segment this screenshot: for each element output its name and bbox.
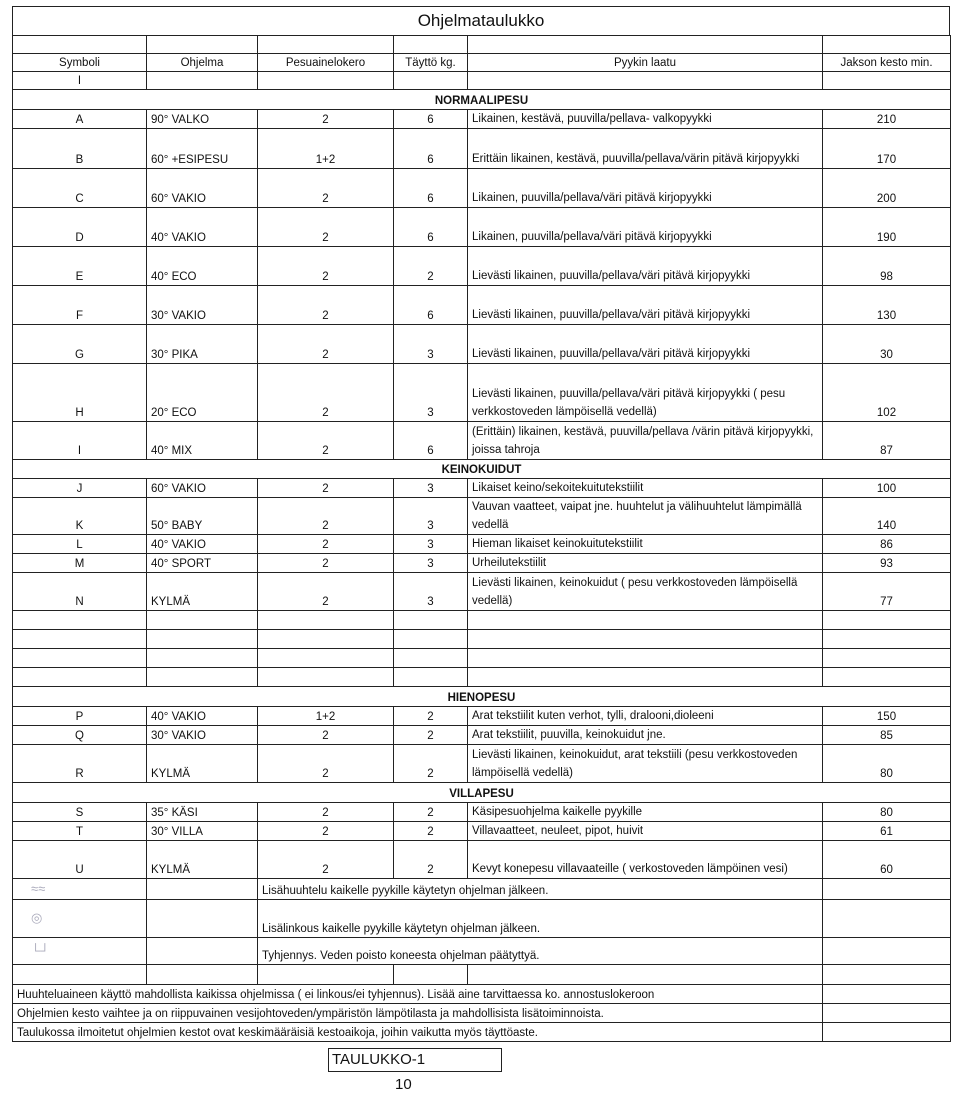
empty-cell	[394, 649, 468, 668]
load-kg: 2	[394, 707, 468, 726]
duration-min: 87	[823, 422, 951, 460]
program-symbol: A	[13, 110, 147, 129]
program-row	[13, 803, 951, 822]
laundry-quality: Hieman likaiset keinokuitutekstiilit	[468, 535, 823, 554]
laundry-quality: Kevyt konepesu villavaateille ( verkostoveden lämpöinen vesi)	[468, 841, 823, 879]
program-symbol: J	[13, 479, 147, 498]
empty-cell	[258, 611, 394, 630]
program-row	[13, 422, 951, 460]
empty-cell	[258, 72, 394, 90]
load-kg: 2	[394, 247, 468, 286]
program-symbol: K	[13, 498, 147, 535]
detergent-drawer: 1+2	[258, 707, 394, 726]
laundry-quality: Arat tekstiilit kuten verhot, tylli, dralooni,dioleeni	[468, 707, 823, 726]
program-symbol: U	[13, 841, 147, 879]
duration-min: 86	[823, 535, 951, 554]
laundry-quality: Likaiset keino/sekoitekuitutekstiilit	[468, 479, 823, 498]
program-row	[13, 554, 951, 573]
blank-row	[13, 649, 951, 668]
laundry-quality: (Erittäin) likainen, kestävä, puuvilla/pellava /värin pitävä kirjopyykki, joissa tahroja	[468, 422, 823, 460]
empty-cell	[394, 668, 468, 687]
program-row	[13, 822, 951, 841]
load-kg: 6	[394, 422, 468, 460]
program-symbol: T	[13, 822, 147, 841]
empty-cell	[468, 36, 823, 54]
program-name: 60° VAKIO	[147, 479, 258, 498]
program-name: 40° MIX	[147, 422, 258, 460]
program-row	[13, 479, 951, 498]
footnote: Ohjelmien kesto vaihtee ja on riippuvainen vesijohtoveden/ympäristön lämpötilasta ja mahdollisista lisätoiminnoista.	[13, 1004, 823, 1023]
symbol-row	[13, 72, 951, 90]
program-symbol: S	[13, 803, 147, 822]
program-name: 40° ECO	[147, 247, 258, 286]
empty-cell	[823, 900, 951, 938]
program-row	[13, 247, 951, 286]
empty-cell	[13, 36, 147, 54]
program-symbol: F	[13, 286, 147, 325]
detergent-drawer: 2	[258, 745, 394, 783]
empty-cell	[468, 668, 823, 687]
table-tag: TAULUKKO-1	[328, 1048, 502, 1072]
duration-min: 77	[823, 573, 951, 611]
program-row	[13, 573, 951, 611]
duration-min: 93	[823, 554, 951, 573]
program-symbol: N	[13, 573, 147, 611]
empty-cell	[823, 938, 951, 965]
load-kg: 6	[394, 286, 468, 325]
empty-cell	[823, 611, 951, 630]
symbol-cell: I	[13, 72, 147, 90]
empty-cell	[823, 985, 951, 1004]
empty-cell	[823, 36, 951, 54]
duration-min: 85	[823, 726, 951, 745]
laundry-quality: Likainen, kestävä, puuvilla/pellava- valkopyykki	[468, 110, 823, 129]
detergent-drawer: 2	[258, 169, 394, 208]
load-kg: 6	[394, 129, 468, 169]
program-symbol: M	[13, 554, 147, 573]
duration-min: 102	[823, 364, 951, 422]
detergent-drawer: 2	[258, 286, 394, 325]
program-row	[13, 286, 951, 325]
detergent-drawer: 2	[258, 803, 394, 822]
program-row	[13, 110, 951, 129]
program-symbol: P	[13, 707, 147, 726]
note-row	[13, 985, 951, 1004]
detergent-drawer: 2	[258, 479, 394, 498]
load-kg: 2	[394, 822, 468, 841]
section-row	[13, 783, 951, 803]
section-row	[13, 460, 951, 479]
detergent-drawer: 2	[258, 422, 394, 460]
detergent-drawer: 2	[258, 208, 394, 247]
column-header: Pesuainelokero	[258, 54, 394, 72]
laundry-quality: Erittäin likainen, kestävä, puuvilla/pellava/värin pitävä kirjopyykki	[468, 129, 823, 169]
program-name: 30° VAKIO	[147, 286, 258, 325]
load-kg: 6	[394, 208, 468, 247]
empty-cell	[13, 668, 147, 687]
rinse-icon: ≈≈	[31, 880, 46, 896]
empty-cell	[468, 72, 823, 90]
empty-cell	[147, 649, 258, 668]
program-name: 90° VALKO	[147, 110, 258, 129]
laundry-quality: Lievästi likainen, puuvilla/pellava/väri pitävä kirjopyykki	[468, 325, 823, 364]
empty-cell	[13, 611, 147, 630]
detergent-drawer: 2	[258, 554, 394, 573]
program-row	[13, 841, 951, 879]
program-symbol: B	[13, 129, 147, 169]
empty-cell	[468, 649, 823, 668]
program-name: 40° VAKIO	[147, 208, 258, 247]
laundry-quality: Vauvan vaatteet, vaipat jne. huuhtelut ja välihuuhtelut lämpimällä vedellä	[468, 498, 823, 535]
section-title: NORMAALIPESU	[13, 90, 951, 110]
empty-cell	[13, 649, 147, 668]
extra-function-text: Lisälinkous kaikelle pyykille käytetyn ohjelman jälkeen.	[258, 900, 823, 938]
laundry-quality: Likainen, puuvilla/pellava/väri pitävä kirjopyykki	[468, 208, 823, 247]
empty-cell	[394, 611, 468, 630]
header-row	[13, 54, 951, 72]
empty-cell	[394, 630, 468, 649]
program-row	[13, 208, 951, 247]
laundry-quality: Lievästi likainen, puuvilla/pellava/väri pitävä kirjopyykki ( pesu verkkostoveden lämpöisellä vedellä)	[468, 364, 823, 422]
empty-cell	[823, 649, 951, 668]
empty-cell	[147, 72, 258, 90]
duration-min: 210	[823, 110, 951, 129]
section-row	[13, 90, 951, 110]
program-name: 40° SPORT	[147, 554, 258, 573]
footnote: Huuhteluaineen käyttö mahdollista kaikissa ohjelmissa ( ei linkous/ei tyhjennus). Lisää aine tarvittaessa ko. annostuslokeroon	[13, 985, 823, 1004]
program-symbol: R	[13, 745, 147, 783]
load-kg: 3	[394, 364, 468, 422]
program-row	[13, 364, 951, 422]
empty-cell	[147, 611, 258, 630]
detergent-drawer: 2	[258, 364, 394, 422]
detergent-drawer: 2	[258, 110, 394, 129]
duration-min: 200	[823, 169, 951, 208]
empty-cell	[147, 900, 258, 938]
column-header: Täyttö kg.	[394, 54, 468, 72]
load-kg: 6	[394, 169, 468, 208]
duration-min: 170	[823, 129, 951, 169]
blank-row	[13, 630, 951, 649]
section-title: VILLAPESU	[13, 783, 951, 803]
duration-min: 100	[823, 479, 951, 498]
empty-cell	[13, 965, 147, 985]
note-row	[13, 1023, 951, 1042]
laundry-quality: Lievästi likainen, puuvilla/pellava/väri pitävä kirjopyykki	[468, 286, 823, 325]
program-symbol: H	[13, 364, 147, 422]
program-row	[13, 707, 951, 726]
laundry-quality: Villavaatteet, neuleet, pipot, huivit	[468, 822, 823, 841]
column-header: Pyykin laatu	[468, 54, 823, 72]
duration-min: 61	[823, 822, 951, 841]
duration-min: 80	[823, 745, 951, 783]
program-name: 60° VAKIO	[147, 169, 258, 208]
extra-function-row	[13, 900, 951, 938]
program-symbol: C	[13, 169, 147, 208]
drain-icon: └┘	[31, 942, 50, 958]
program-name: 40° VAKIO	[147, 707, 258, 726]
program-name: KYLMÄ	[147, 745, 258, 783]
program-symbol: L	[13, 535, 147, 554]
program-table	[12, 35, 951, 1042]
blank-row	[13, 965, 951, 985]
program-row	[13, 726, 951, 745]
column-header: Jakson kesto min.	[823, 54, 951, 72]
empty-cell	[823, 965, 951, 985]
empty-cell	[258, 965, 394, 985]
empty-cell	[147, 36, 258, 54]
footnote: Taulukossa ilmoitetut ohjelmien kestot ovat keskimääräisiä kestoaikoja, joihin vaikutta myös täyttöaste.	[13, 1023, 823, 1042]
empty-cell	[394, 965, 468, 985]
program-name: 35° KÄSI	[147, 803, 258, 822]
empty-cell	[823, 630, 951, 649]
empty-cell	[258, 649, 394, 668]
detergent-drawer: 2	[258, 822, 394, 841]
empty-cell	[147, 965, 258, 985]
duration-min: 60	[823, 841, 951, 879]
detergent-drawer: 2	[258, 573, 394, 611]
empty-cell	[468, 965, 823, 985]
empty-cell	[13, 630, 147, 649]
program-symbol: E	[13, 247, 147, 286]
load-kg: 2	[394, 726, 468, 745]
program-name: 40° VAKIO	[147, 535, 258, 554]
extra-function-row	[13, 879, 951, 900]
column-header: Ohjelma	[147, 54, 258, 72]
empty-cell	[468, 611, 823, 630]
page-number: 10	[395, 1076, 412, 1093]
note-row	[13, 1004, 951, 1023]
program-name: 50° BABY	[147, 498, 258, 535]
program-row	[13, 745, 951, 783]
empty-cell	[823, 668, 951, 687]
spin-icon: ◎	[31, 910, 43, 925]
program-row	[13, 169, 951, 208]
duration-min: 98	[823, 247, 951, 286]
blank-row	[13, 611, 951, 630]
empty-cell	[468, 630, 823, 649]
program-symbol: Q	[13, 726, 147, 745]
load-kg: 3	[394, 325, 468, 364]
detergent-drawer: 2	[258, 498, 394, 535]
program-name: 30° PIKA	[147, 325, 258, 364]
program-symbol: G	[13, 325, 147, 364]
extra-function-row	[13, 938, 951, 965]
program-name: 30° VAKIO	[147, 726, 258, 745]
section-row	[13, 687, 951, 707]
icon-cell	[13, 938, 147, 965]
load-kg: 3	[394, 554, 468, 573]
laundry-quality: Lievästi likainen, keinokuidut, arat tekstiili (pesu verkkostoveden lämpöisellä vedellä)	[468, 745, 823, 783]
laundry-quality: Käsipesuohjelma kaikelle pyykille	[468, 803, 823, 822]
icon-cell	[13, 900, 147, 938]
program-table-wrapper	[12, 6, 950, 1042]
empty-cell	[258, 630, 394, 649]
empty-cell	[823, 1023, 951, 1042]
duration-min: 190	[823, 208, 951, 247]
empty-cell	[258, 668, 394, 687]
laundry-quality: Arat tekstiilit, puuvilla, keinokuidut jne.	[468, 726, 823, 745]
table-title: Ohjelmataulukko	[12, 6, 950, 35]
load-kg: 6	[394, 110, 468, 129]
empty-cell	[394, 72, 468, 90]
icon-cell	[13, 879, 147, 900]
extra-function-text: Tyhjennys. Veden poisto koneesta ohjelman päätyttyä.	[258, 938, 823, 965]
empty-cell	[147, 668, 258, 687]
load-kg: 3	[394, 498, 468, 535]
empty-cell	[823, 879, 951, 900]
section-title: KEINOKUIDUT	[13, 460, 951, 479]
load-kg: 2	[394, 803, 468, 822]
program-name: 30° VILLA	[147, 822, 258, 841]
detergent-drawer: 1+2	[258, 129, 394, 169]
duration-min: 80	[823, 803, 951, 822]
load-kg: 3	[394, 479, 468, 498]
extra-function-text: Lisähuuhtelu kaikelle pyykille käytetyn ohjelman jälkeen.	[258, 879, 823, 900]
program-name: 20° ECO	[147, 364, 258, 422]
load-kg: 3	[394, 535, 468, 554]
laundry-quality: Urheilutekstiilit	[468, 554, 823, 573]
program-name: 60° +ESIPESU	[147, 129, 258, 169]
empty-cell	[823, 72, 951, 90]
duration-min: 130	[823, 286, 951, 325]
load-kg: 2	[394, 745, 468, 783]
empty-cell	[147, 879, 258, 900]
program-symbol: D	[13, 208, 147, 247]
section-title: HIENOPESU	[13, 687, 951, 707]
load-kg: 3	[394, 573, 468, 611]
detergent-drawer: 2	[258, 247, 394, 286]
column-header: Symboli	[13, 54, 147, 72]
duration-min: 30	[823, 325, 951, 364]
detergent-drawer: 2	[258, 726, 394, 745]
program-row	[13, 129, 951, 169]
detergent-drawer: 2	[258, 841, 394, 879]
duration-min: 150	[823, 707, 951, 726]
empty-cell	[147, 938, 258, 965]
detergent-drawer: 2	[258, 535, 394, 554]
laundry-quality: Likainen, puuvilla/pellava/väri pitävä kirjopyykki	[468, 169, 823, 208]
empty-cell	[258, 36, 394, 54]
empty-cell	[147, 630, 258, 649]
duration-min: 140	[823, 498, 951, 535]
program-row	[13, 535, 951, 554]
program-name: KYLMÄ	[147, 573, 258, 611]
load-kg: 2	[394, 841, 468, 879]
program-symbol: I	[13, 422, 147, 460]
laundry-quality: Lievästi likainen, puuvilla/pellava/väri pitävä kirjopyykki	[468, 247, 823, 286]
program-row	[13, 498, 951, 535]
empty-cell	[823, 1004, 951, 1023]
detergent-drawer: 2	[258, 325, 394, 364]
laundry-quality: Lievästi likainen, keinokuidut ( pesu verkkostoveden lämpöisellä vedellä)	[468, 573, 823, 611]
program-row	[13, 325, 951, 364]
program-name: KYLMÄ	[147, 841, 258, 879]
empty-cell	[394, 36, 468, 54]
spacer-row	[13, 36, 951, 54]
blank-row	[13, 668, 951, 687]
